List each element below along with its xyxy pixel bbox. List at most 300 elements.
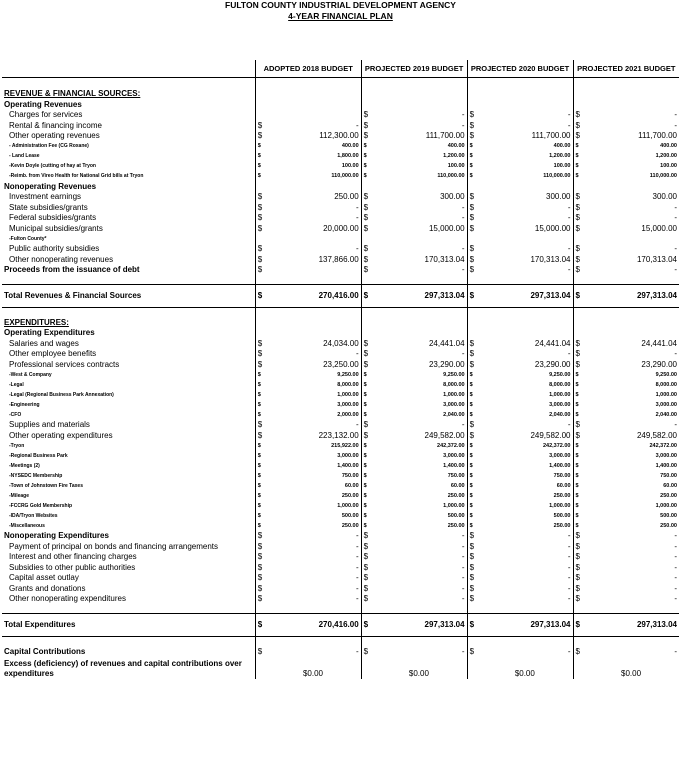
cell-value: - xyxy=(371,202,467,213)
table-row xyxy=(2,646,679,657)
dollar-sign: $ xyxy=(257,646,263,656)
table-row xyxy=(2,400,679,410)
dollar-sign: $ xyxy=(363,512,367,519)
dollar-sign: $ xyxy=(257,512,261,519)
dollar-sign xyxy=(573,657,583,679)
dollar-sign: $ xyxy=(575,411,579,418)
dollar-sign xyxy=(361,328,371,339)
cell-value xyxy=(265,181,361,192)
document-title xyxy=(0,0,681,22)
cell-value: 400.00 xyxy=(477,141,573,151)
cell-value xyxy=(477,99,573,110)
cell-value: 1,000.00 xyxy=(265,501,361,511)
row-label: Operating Expenditures xyxy=(2,328,255,339)
row-label: Other operating expenditures xyxy=(2,430,255,441)
cell-value xyxy=(265,604,361,614)
cell-value: 23,290.00 xyxy=(371,359,467,370)
cell-value: - xyxy=(674,646,677,656)
cell-value: 111,700.00 xyxy=(371,131,467,142)
dollar-sign: $ xyxy=(575,442,579,449)
cell-value: - xyxy=(477,583,573,594)
column-header-2018: ADOPTED 2018 BUDGET xyxy=(255,60,361,78)
cell-value: 110,000.00 xyxy=(649,173,677,179)
dollar-sign: $ xyxy=(257,391,261,398)
dollar-sign xyxy=(255,99,265,110)
cell-value: 1,000.00 xyxy=(655,391,677,398)
cell-value: 8,000.00 xyxy=(265,380,361,390)
dollar-sign: $ xyxy=(575,452,579,459)
cell-value: - xyxy=(265,573,361,584)
dollar-sign: $ xyxy=(257,192,263,201)
column-header-2021: PROJECTED 2021 BUDGET xyxy=(573,60,679,78)
dollar-sign: $ xyxy=(257,594,263,603)
table-row xyxy=(2,120,679,131)
dollar-sign: $ xyxy=(257,401,261,408)
cell-value: 3,000.00 xyxy=(265,451,361,461)
dollar-sign xyxy=(255,234,265,244)
dollar-sign: $ xyxy=(255,614,265,637)
row-label: Salaries and wages xyxy=(2,338,255,349)
cell-value xyxy=(583,328,679,339)
dollar-sign: $ xyxy=(469,110,475,119)
dollar-sign: $ xyxy=(257,462,261,469)
row-label: Charges for services xyxy=(2,110,255,121)
cell-value xyxy=(583,275,679,285)
row-label: Total Revenues & Financial Sources xyxy=(2,285,255,308)
dollar-sign xyxy=(467,604,477,614)
dollar-sign: $ xyxy=(575,338,580,348)
cell-value: - xyxy=(265,420,361,431)
cell-value: 110,000.00 xyxy=(371,171,467,181)
table-row xyxy=(2,583,679,594)
dollar-sign xyxy=(361,637,371,647)
table-row xyxy=(2,531,679,542)
dollar-sign: $ xyxy=(575,522,579,529)
cell-value xyxy=(477,604,573,614)
table-row xyxy=(2,614,679,637)
cell-value: 250.00 xyxy=(265,521,361,531)
dollar-sign: $ xyxy=(469,502,473,509)
dollar-sign: $ xyxy=(255,285,265,308)
cell-value xyxy=(371,234,467,244)
cell-value xyxy=(371,328,467,339)
dollar-sign xyxy=(573,99,583,110)
cell-value xyxy=(583,637,679,647)
dollar-sign xyxy=(573,275,583,285)
row-label: -West & Company xyxy=(2,370,255,380)
cell-value: - xyxy=(674,244,677,253)
cell-value xyxy=(583,99,679,110)
cell-value xyxy=(477,308,573,318)
dollar-sign: $ xyxy=(363,472,367,479)
table-row xyxy=(2,430,679,441)
cell-value xyxy=(265,328,361,339)
cell-value: - xyxy=(371,120,467,131)
dollar-sign xyxy=(573,604,583,614)
cell-value: 1,000.00 xyxy=(265,390,361,400)
cell-value xyxy=(583,181,679,192)
cell-value: 8,000.00 xyxy=(477,380,573,390)
cell-value xyxy=(371,181,467,192)
dollar-sign: $ xyxy=(257,583,263,593)
cell-value xyxy=(477,317,573,328)
dollar-sign xyxy=(255,78,265,89)
cell-value xyxy=(371,308,467,318)
dollar-sign: $ xyxy=(257,492,261,499)
dollar-sign: $ xyxy=(469,594,475,603)
cell-value: 1,000.00 xyxy=(371,390,467,400)
row-label: -CFO xyxy=(2,410,255,420)
dollar-sign: $ xyxy=(257,430,263,440)
cell-value: 60.00 xyxy=(477,481,573,491)
cell-value: 750.00 xyxy=(371,471,467,481)
cell-value: 111,700.00 xyxy=(638,131,677,140)
dollar-sign: $ xyxy=(469,202,475,212)
cell-value: - xyxy=(674,120,677,130)
cell-value: 500.00 xyxy=(265,511,361,521)
dollar-sign: $ xyxy=(575,371,579,378)
cell-value: 250.00 xyxy=(477,521,573,531)
table-row xyxy=(2,285,679,308)
dollar-sign xyxy=(467,308,477,318)
dollar-sign xyxy=(467,234,477,244)
dollar-sign: $ xyxy=(363,411,367,418)
row-label xyxy=(2,604,255,614)
dollar-sign xyxy=(255,317,265,328)
cell-value: 400.00 xyxy=(660,143,677,149)
dollar-sign: $ xyxy=(257,153,261,159)
dollar-sign: $ xyxy=(469,583,475,593)
table-row xyxy=(2,265,679,276)
cell-value xyxy=(371,604,467,614)
cell-value: - xyxy=(265,202,361,213)
dollar-sign: $ xyxy=(257,223,263,233)
table-row xyxy=(2,78,679,89)
row-label: Interest and other financing charges xyxy=(2,552,255,563)
row-label: Rental & financing income xyxy=(2,120,255,131)
cell-value: 9,250.00 xyxy=(265,370,361,380)
cell-value: 223,132.00 xyxy=(265,430,361,441)
table-row xyxy=(2,657,679,679)
cell-value: 500.00 xyxy=(660,512,677,519)
dollar-sign: $ xyxy=(575,254,580,264)
dollar-sign: $ xyxy=(257,482,261,489)
dollar-sign: $ xyxy=(257,502,261,509)
dollar-sign: $ xyxy=(575,213,580,222)
cell-value: 750.00 xyxy=(660,472,677,479)
cell-value: 60.00 xyxy=(663,482,677,489)
dollar-sign: $ xyxy=(257,173,261,179)
dollar-sign: $ xyxy=(469,522,473,529)
dollar-sign xyxy=(573,317,583,328)
dollar-sign: $ xyxy=(363,646,369,656)
dollar-sign: $ xyxy=(257,359,263,369)
cell-value: - xyxy=(477,562,573,573)
row-label xyxy=(2,78,255,89)
cell-value: 2,040.00 xyxy=(477,410,573,420)
table-row xyxy=(2,562,679,573)
cell-value: 2,040.00 xyxy=(371,410,467,420)
dollar-sign: $ xyxy=(575,120,580,130)
dollar-sign: $ xyxy=(363,244,369,253)
dollar-sign: $ xyxy=(363,202,369,212)
cell-value: - xyxy=(674,562,677,572)
cell-value xyxy=(477,181,573,192)
dollar-sign: $ xyxy=(363,192,369,201)
dollar-sign: $ xyxy=(469,338,475,348)
table-row xyxy=(2,441,679,451)
dollar-sign: $ xyxy=(469,552,475,561)
cell-value: 3,000.00 xyxy=(477,451,573,461)
table-row xyxy=(2,328,679,339)
dollar-sign: $ xyxy=(363,492,367,499)
cell-value: 297,313.04 xyxy=(477,614,573,637)
cell-value: - xyxy=(477,420,573,431)
dollar-sign: $ xyxy=(361,614,371,637)
cell-value: 3,000.00 xyxy=(371,451,467,461)
dollar-sign: $ xyxy=(257,120,263,130)
cell-value xyxy=(265,78,361,89)
row-label: Other employee benefits xyxy=(2,349,255,360)
cell-value: 297,313.04 xyxy=(371,614,467,637)
cell-value: - xyxy=(674,110,677,119)
dollar-sign: $ xyxy=(257,265,263,274)
table-row xyxy=(2,275,679,285)
dollar-sign: $ xyxy=(363,131,369,140)
cell-value: $0.00 xyxy=(477,657,573,679)
cell-value: 300.00 xyxy=(477,192,573,203)
dollar-sign: $ xyxy=(575,131,580,140)
cell-value: - xyxy=(477,552,573,563)
row-label: Other nonoperating expenditures xyxy=(2,594,255,605)
dollar-sign: $ xyxy=(363,371,367,378)
cell-value xyxy=(265,308,361,318)
dollar-sign xyxy=(467,657,477,679)
dollar-sign: $ xyxy=(257,131,263,140)
dollar-sign xyxy=(467,89,477,100)
dollar-sign: $ xyxy=(575,202,580,212)
cell-value: - xyxy=(477,541,573,552)
dollar-sign: $ xyxy=(469,153,473,159)
dollar-sign: $ xyxy=(469,349,475,358)
dollar-sign xyxy=(255,604,265,614)
table-row xyxy=(2,181,679,192)
cell-value xyxy=(371,317,467,328)
row-label: Public authority subsidies xyxy=(2,244,255,255)
dollar-sign: $ xyxy=(469,120,475,130)
cell-value: 250.00 xyxy=(371,491,467,501)
table-row xyxy=(2,317,679,328)
table-row xyxy=(2,254,679,265)
table-row xyxy=(2,349,679,360)
dollar-sign: $ xyxy=(363,143,367,149)
cell-value: 250.00 xyxy=(660,492,677,499)
cell-value xyxy=(583,234,679,244)
dollar-sign: $ xyxy=(363,442,367,449)
dollar-sign: $ xyxy=(469,265,475,274)
dollar-sign: $ xyxy=(363,430,369,440)
table-row xyxy=(2,131,679,142)
dollar-sign: $ xyxy=(575,512,579,519)
cell-value: - xyxy=(477,202,573,213)
cell-value: 1,400.00 xyxy=(655,462,677,469)
cell-value: 300.00 xyxy=(652,192,677,201)
cell-value: - xyxy=(477,120,573,131)
cell-value xyxy=(265,234,361,244)
cell-value xyxy=(583,308,679,318)
table-row xyxy=(2,89,679,100)
dollar-sign xyxy=(573,78,583,89)
dollar-sign: $ xyxy=(469,573,475,582)
dollar-sign: $ xyxy=(575,401,579,408)
dollar-sign xyxy=(467,328,477,339)
cell-value: - xyxy=(371,349,467,360)
dollar-sign xyxy=(467,275,477,285)
row-label: Nonoperating Expenditures xyxy=(2,531,255,542)
dollar-sign: $ xyxy=(361,285,371,308)
cell-value: - xyxy=(674,420,677,429)
cell-value: $0.00 xyxy=(371,657,467,679)
cell-value: - xyxy=(371,573,467,584)
cell-value: 170,313.04 xyxy=(477,254,573,265)
cell-value: 250.00 xyxy=(660,522,677,529)
dollar-sign: $ xyxy=(363,502,367,509)
dollar-sign xyxy=(361,89,371,100)
dollar-sign: $ xyxy=(575,223,580,233)
cell-value: 1,400.00 xyxy=(265,461,361,471)
dollar-sign: $ xyxy=(363,359,369,369)
cell-value: 1,200.00 xyxy=(371,151,467,161)
dollar-sign: $ xyxy=(575,502,579,509)
cell-value: 60.00 xyxy=(371,481,467,491)
column-header-row xyxy=(2,60,679,78)
dollar-sign: $ xyxy=(363,163,367,169)
dollar-sign xyxy=(255,275,265,285)
dollar-sign: $ xyxy=(575,531,580,540)
table-row xyxy=(2,420,679,431)
cell-value: - xyxy=(265,531,361,542)
dollar-sign: $ xyxy=(363,338,369,348)
row-label: -Town of Johnstown Fire Taxes xyxy=(2,481,255,491)
table-row xyxy=(2,359,679,370)
cell-value: 112,300.00 xyxy=(265,131,361,142)
cell-value xyxy=(265,637,361,647)
table-row xyxy=(2,370,679,380)
cell-value: 242,372.00 xyxy=(371,441,467,451)
table-row xyxy=(2,380,679,390)
dollar-sign: $ xyxy=(469,646,475,656)
dollar-sign: $ xyxy=(257,472,261,479)
dollar-sign: $ xyxy=(257,143,261,149)
dollar-sign: $ xyxy=(363,562,369,572)
dollar-sign: $ xyxy=(257,522,261,529)
dollar-sign: $ xyxy=(575,265,580,274)
table-row xyxy=(2,521,679,531)
cell-value: - xyxy=(371,213,467,224)
dollar-sign xyxy=(361,78,371,89)
cell-value: 9,250.00 xyxy=(655,371,677,378)
table-row xyxy=(2,637,679,647)
row-label: Supplies and materials xyxy=(2,420,255,431)
column-header-2019: PROJECTED 2019 BUDGET xyxy=(361,60,467,78)
cell-value: 111,700.00 xyxy=(477,131,573,142)
cell-value: 500.00 xyxy=(477,511,573,521)
dollar-sign xyxy=(255,89,265,100)
dollar-sign: $ xyxy=(257,442,261,449)
dollar-sign: $ xyxy=(257,531,263,540)
dollar-sign: $ xyxy=(573,614,583,637)
table-row xyxy=(2,390,679,400)
row-label: State subsidies/grants xyxy=(2,202,255,213)
dollar-sign: $ xyxy=(575,420,580,429)
cell-value: - xyxy=(477,349,573,360)
dollar-sign: $ xyxy=(575,492,579,499)
table-row xyxy=(2,338,679,349)
cell-value: 110,000.00 xyxy=(477,171,573,181)
dollar-sign: $ xyxy=(363,594,369,603)
row-label: Proceeds from the issuance of debt xyxy=(2,265,255,276)
table-row xyxy=(2,223,679,234)
table-row xyxy=(2,308,679,318)
dollar-sign: $ xyxy=(575,153,579,159)
column-header-2020: PROJECTED 2020 BUDGET xyxy=(467,60,573,78)
cell-value: 1,400.00 xyxy=(477,461,573,471)
dollar-sign: $ xyxy=(575,381,579,388)
cell-value: - xyxy=(265,552,361,563)
dollar-sign: $ xyxy=(469,254,475,264)
financial-plan-table xyxy=(2,60,679,679)
dollar-sign: $ xyxy=(363,552,369,561)
cell-value: - xyxy=(371,265,467,276)
cell-value: 1,000.00 xyxy=(477,390,573,400)
cell-value xyxy=(265,99,361,110)
dollar-sign: $ xyxy=(469,391,473,398)
cell-value xyxy=(371,78,467,89)
table-row xyxy=(2,410,679,420)
cell-value xyxy=(583,604,679,614)
cell-value: 15,000.00 xyxy=(371,223,467,234)
dollar-sign: $ xyxy=(469,541,475,551)
cell-value: 1,800.00 xyxy=(265,151,361,161)
dollar-sign: $ xyxy=(469,482,473,489)
dollar-sign xyxy=(361,317,371,328)
cell-value xyxy=(583,78,679,89)
cell-value xyxy=(371,89,467,100)
dollar-sign: $ xyxy=(257,202,263,212)
row-label xyxy=(2,308,255,318)
dollar-sign: $ xyxy=(573,285,583,308)
row-label: -Kevin Doyle (cutting of hay at Tryon xyxy=(2,161,255,171)
dollar-sign: $ xyxy=(469,173,473,179)
dollar-sign: $ xyxy=(469,472,473,479)
plan-title: 4-YEAR FINANCIAL PLAN xyxy=(288,11,393,21)
row-label: -Mileage xyxy=(2,491,255,501)
dollar-sign: $ xyxy=(363,381,367,388)
dollar-sign xyxy=(255,328,265,339)
dollar-sign xyxy=(255,657,265,679)
dollar-sign: $ xyxy=(469,163,473,169)
cell-value: - xyxy=(371,562,467,573)
cell-value: 250.00 xyxy=(265,192,361,203)
cell-value: 23,290.00 xyxy=(477,359,573,370)
cell-value: 3,000.00 xyxy=(371,400,467,410)
dollar-sign: $ xyxy=(257,420,263,429)
dollar-sign: $ xyxy=(575,541,580,551)
cell-value: - xyxy=(265,562,361,573)
table-row xyxy=(2,99,679,110)
cell-value: 270,416.00 xyxy=(265,285,361,308)
cell-value: - xyxy=(477,573,573,584)
